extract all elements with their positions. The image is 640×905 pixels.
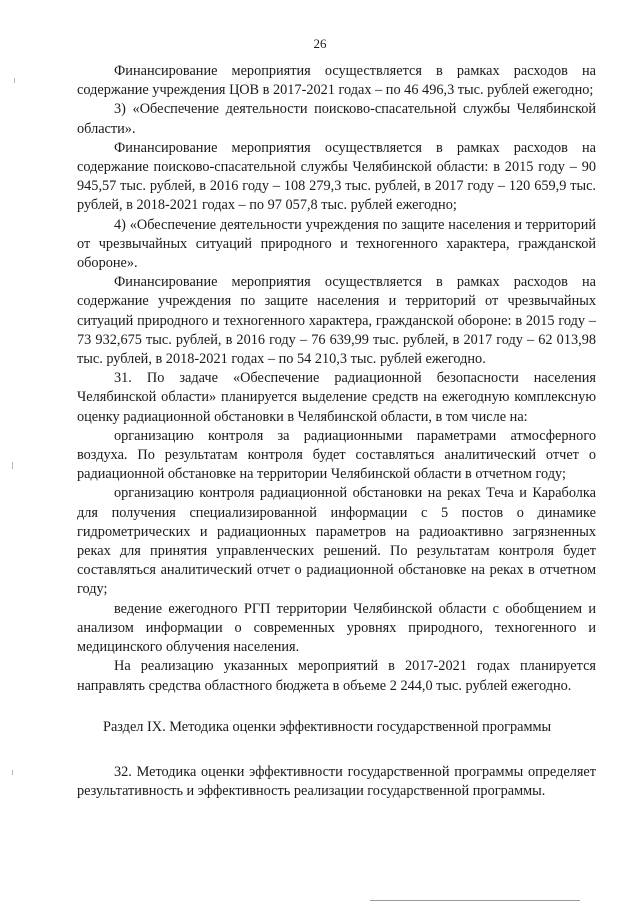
page-number: 26	[313, 36, 327, 51]
list-item-3-search-rescue: 3) «Обеспечение деятельности поисково-спасательной службы Челябинской области».	[77, 101, 596, 137]
paragraph-31-radiation-safety: 31. По задаче «Обеспечение радиационной безопасности населения Челябинской области» планируется выделение средств на ежегодную комплексную оценку радиационной обстановки в Челябинской области, в том числе на:	[77, 370, 596, 425]
scan-margin-mark	[12, 770, 13, 775]
paragraph-cov-financing: Финансирование мероприятия осуществляется в рамках расходов на содержание учреждения ЦОВ в 2017-2021 годах – по 46 496,3 тыс. рублей ежегодно;	[77, 63, 596, 99]
paragraph-civil-defense-financing: Финансирование мероприятия осуществляется в рамках расходов на содержание учреждения по защите населения и территорий от чрезвычайных ситуаций природного и техногенного характера, гражданской обороне: в 2015 году – 73 932,675 тыс. рублей, в 2016 году – 76 639,99 тыс. рублей, в 2017 году – 62 013,98 тыс. рублей, в 2018-2021 годах – по 54 210,3 тыс. рублей ежегодно.	[77, 274, 596, 368]
paragraph-search-rescue-financing: Финансирование мероприятия осуществляется в рамках расходов на содержание поисково-спасательной службы Челябинской области: в 2015 году – 90 945,57 тыс. рублей, в 2016 году – 108 279,3 тыс. рублей, в 2017 году – 120 659,9 тыс. рублей, в 2018-2021 годах – по 97 057,8 тыс. рублей ежегодно;	[77, 139, 596, 214]
paragraph-river-monitoring: организацию контроля радиационной обстановки на реках Теча и Караболка для получения специализированной информации с 5 постов о динамике гидрометрических и радиационных параметров на радиоактивно загрязненных реках для принятия управленческих решений. По результатам контроля будет составляться аналитический отчет о радиационной обстановке на реках в отчетном году;	[77, 485, 596, 598]
section-heading: Раздел IX. Методика оценки эффективности государственной программы	[103, 718, 552, 735]
paragraph-32-methodology: 32. Методика оценки эффективности государственной программы определяет результативность и эффективность реализации государственной программы.	[77, 763, 596, 800]
paragraph-rgp-maintenance: ведение ежегодного РГП территории Челябинской области с обобщением и анализом информации о современных уровнях природного, техногенного и медицинского облучения населения.	[77, 600, 596, 656]
document-body	[77, 62, 596, 801]
paragraph-air-monitoring: организацию контроля за радиационными параметрами атмосферного воздуха. По результатам контроля будет составляться аналитический отчет о радиационной обстановке на территории Челябинской области в отчетном году;	[77, 427, 596, 483]
paragraph-budget-allocation: На реализацию указанных мероприятий в 2017-2021 годах планируется направлять средства областного бюджета в объеме 2 244,0 тыс. рублей ежегодно.	[77, 658, 596, 694]
bottom-divider	[370, 900, 580, 901]
scan-margin-mark	[14, 78, 15, 83]
scan-margin-mark	[12, 462, 13, 469]
list-item-4-civil-defense: 4) «Обеспечение деятельности учреждения по защите населения и территорий от чрезвычайных ситуаций природного и техногенного характера, гражданской обороне».	[77, 216, 596, 272]
